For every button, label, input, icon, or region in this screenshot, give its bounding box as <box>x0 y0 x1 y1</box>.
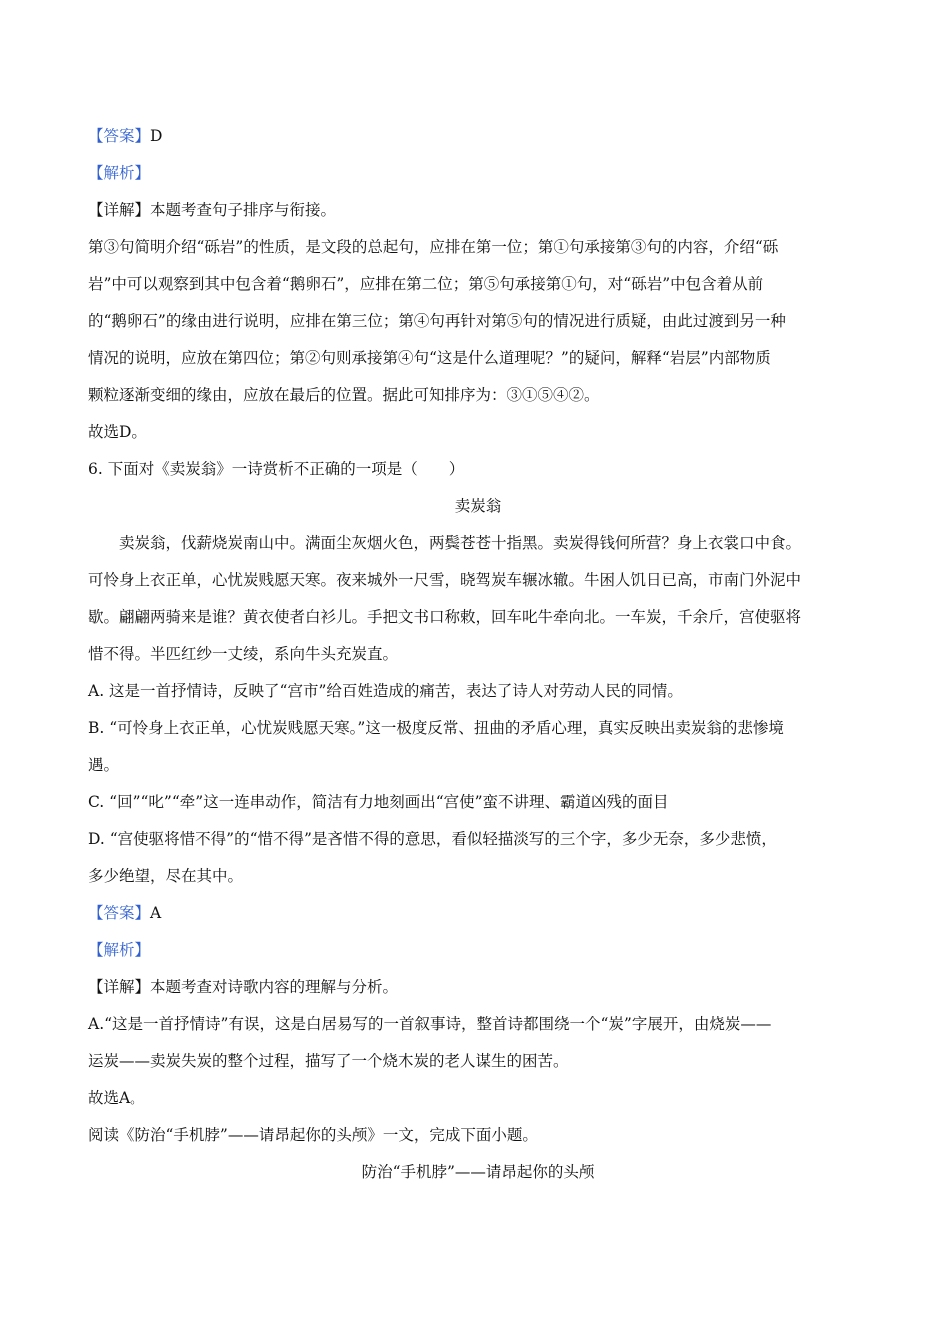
poem-line: 歇。翩翩两骑来是谁？黄衣使者白衫儿。手把文书口称敕，回车叱牛牵向北。一车炭，千余斤，宫使驱将 <box>88 608 802 626</box>
answer-label: 【答案】 <box>88 127 151 145</box>
explanation-line: 岩”中可以观察到其中包含着“鹅卵石”，应排在第二位；第⑤句承接第①句，对“砾岩”中包含着从前 <box>88 275 764 293</box>
explanation-line: 颗粒逐渐变细的缘由，应放在最后的位置。据此可知排序为：③①⑤④②。 <box>88 386 600 404</box>
document-page <box>88 118 868 1191</box>
option-d-cont: 多少绝望，尽在其中。 <box>88 867 244 885</box>
conclusion: 故选D。 <box>88 423 147 441</box>
conclusion <box>88 1080 868 1117</box>
explanation-line: 情况的说明，应放在第四位；第②句则承接第④句“这是什么道理呢？”的疑问，解释“岩层”内部物质 <box>88 349 771 367</box>
poem-line: 惜不得。半匹红纱一丈绫，系向牛头充炭直。 <box>88 645 399 663</box>
answer-label: 【答案】 <box>88 904 151 922</box>
detail-label: 【详解】 <box>88 201 151 219</box>
q6-detail-line <box>88 969 868 1006</box>
answer-value: A <box>150 904 162 922</box>
option-a: A. 这是一首抒情诗，反映了“宫市”给百姓造成的痛苦，表达了诗人对劳动人民的同情。 <box>88 682 683 700</box>
option-b: B. “可怜身上衣正单，心忧炭贱愿天寒。”这一极度反常、扭曲的矛盾心理，真实反映出卖炭翁的悲惨境 <box>88 719 784 737</box>
detail-text: 本题考查句子排序与衔接。 <box>150 201 337 219</box>
explanation-line: 第③句简明介绍“砾岩”的性质，是文段的总起句，应排在第一位；第①句承接第③句的内容，介绍“砾 <box>88 238 779 256</box>
article-title: 防治“手机脖”——请昂起你的头颅 <box>361 1163 595 1181</box>
poem-title: 卖炭翁 <box>454 497 502 515</box>
q5-detail-line <box>88 192 868 229</box>
option-c: C. “回”“叱”“牵”这一连串动作，简洁有力地刻画出“宫使”蛮不讲理、霸道凶残的面目 <box>88 793 669 811</box>
explanation-line: A.“这是一首抒情诗”有误，这是白居易写的一首叙事诗，整首诗都围绕一个“炭”字展开，由烧炭—— <box>88 1015 772 1033</box>
option-b-cont: 遇。 <box>88 756 120 774</box>
detail-label: 【详解】 <box>88 978 151 996</box>
conclusion-mark: 。 <box>130 1092 143 1106</box>
analysis-label: 【解析】 <box>88 164 151 182</box>
poem-line: 卖炭翁，伐薪烧炭南山中。满面尘灰烟火色，两鬓苍苍十指黑。卖炭得钱何所营？身上衣裳口中食。 <box>119 534 802 552</box>
q5-answer-line <box>88 118 868 155</box>
question-6: 6. 下面对《卖炭翁》一诗赏析不正确的一项是（ ） <box>88 460 465 478</box>
conclusion-text: 故选A <box>88 1089 131 1107</box>
reading-intro: 阅读《防治“手机脖”——请昂起你的头颅》一文，完成下面小题。 <box>88 1126 538 1144</box>
detail-text: 本题考查对诗歌内容的理解与分析。 <box>150 978 399 996</box>
explanation-line: 运炭——卖炭失炭的整个过程，描写了一个烧木炭的老人谋生的困苦。 <box>88 1052 569 1070</box>
analysis-label: 【解析】 <box>88 941 151 959</box>
q6-answer-line <box>88 895 868 932</box>
answer-value: D <box>150 127 163 145</box>
option-d: D. “宫使驱将惜不得”的“惜不得”是吝惜不得的意思，看似轻描淡写的三个字，多少无奈，多少悲愤， <box>88 830 777 848</box>
explanation-line: 的“鹅卵石”的缘由进行说明，应排在第三位；第④句再针对第⑤句的情况进行质疑，由此过渡到另一种 <box>88 312 786 330</box>
poem-line: 可怜身上衣正单，心忧炭贱愿天寒。夜来城外一尺雪，晓驾炭车辗冰辙。牛困人饥日已高，市南门外泥中 <box>88 571 802 589</box>
